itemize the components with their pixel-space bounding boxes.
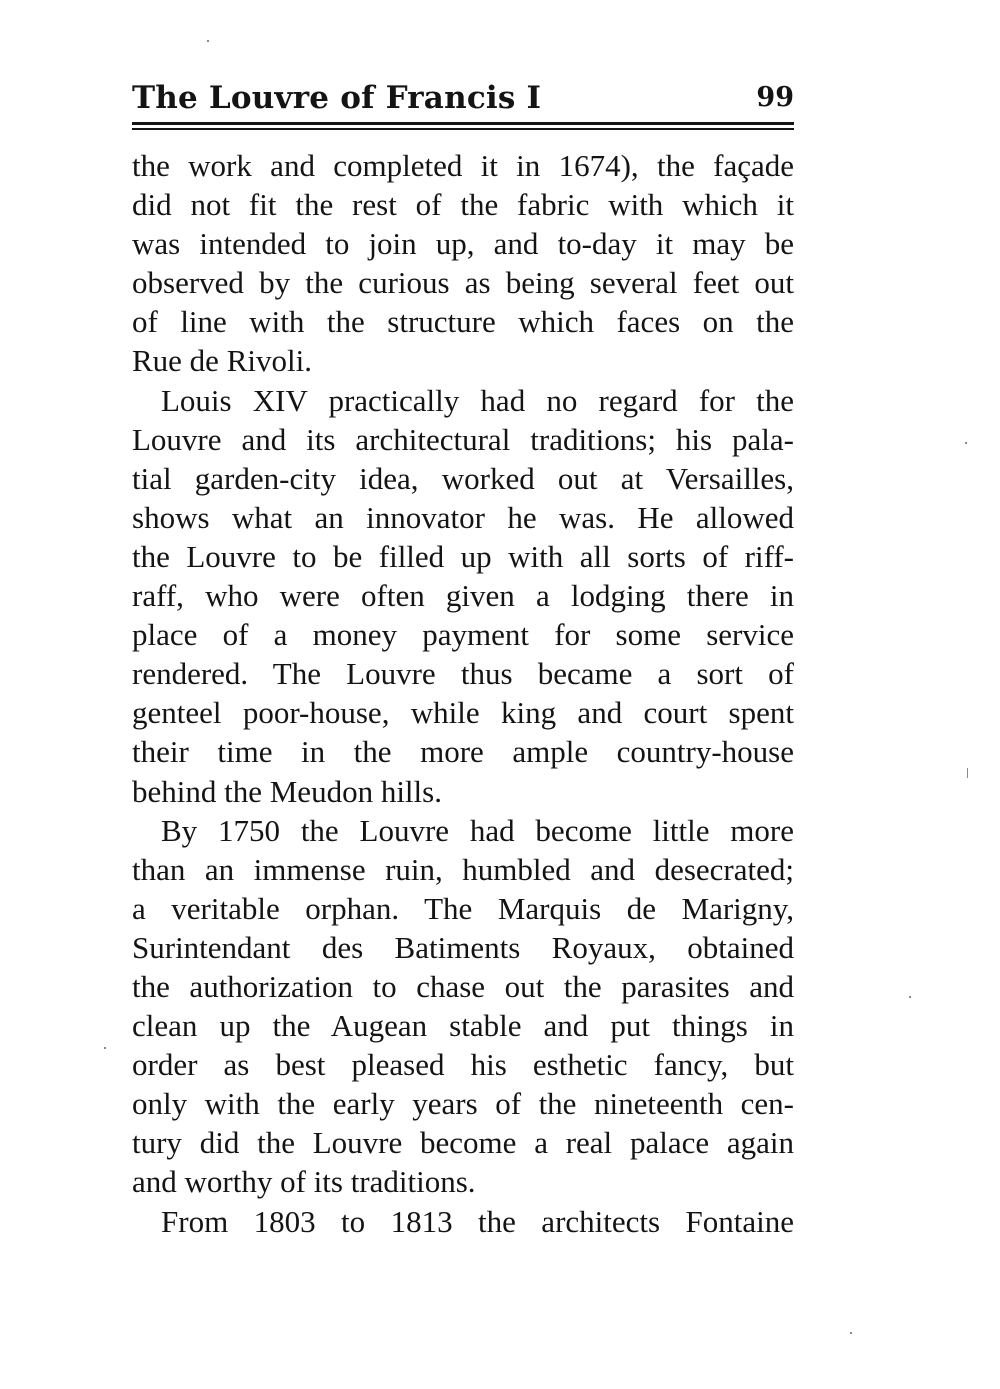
text-line: was intended to join up, and to-day it may be [132,226,794,262]
scan-speck [967,768,968,778]
text-line: a veritable orphan. The Marquis de Marigny, [132,890,794,926]
header-rule-thick [132,122,794,125]
body-text [132,146,794,1241]
text-line: observed by the curious as being several feet out [132,265,794,301]
text-line: rendered. The Louvre thus became a sort of [132,656,794,692]
scan-speck [909,996,911,998]
text-line: From 1803 to 1813 the architects Fontaine [161,1203,794,1239]
text-line: only with the early years of the nineteenth cen- [132,1086,794,1122]
header-rule-thin [132,128,794,130]
text-line: shows what an innovator he was. He allowed [132,499,794,535]
text-line: Louis XIV practically had no regard for the [161,382,794,418]
text-line: the work and completed it in 1674), the façade [132,148,794,183]
scan-speck [850,1332,852,1334]
text-line: the Louvre to be filled up with all sorts of riff- [132,538,794,574]
text-line: By 1750 the Louvre had become little more [161,812,794,848]
text-line: tury did the Louvre become a real palace again [132,1125,794,1161]
text-line: place of a money payment for some service [132,617,794,653]
text-line: tial garden-city idea, worked out at Versailles, [132,460,794,496]
text-line: raff, who were often given a lodging there in [132,578,794,614]
text-line: than an immense ruin, humbled and desecrated; [132,851,794,887]
text-line: Rue de Rivoli. [132,343,312,379]
running-header [0,78,794,118]
text-line: Louvre and its architectural traditions; his pala- [132,421,794,457]
text-line: their time in the more ample country-house [132,734,794,770]
text-line: did not fit the rest of the fabric with which it [132,187,794,223]
text-line: and worthy of its traditions. [132,1164,476,1200]
scan-speck [207,40,209,42]
running-title: The Louvre of Francis I [132,80,542,116]
text-line: the authorization to chase out the parasites and [132,968,794,1004]
text-line: Surintendant des Batiments Royaux, obtained [132,929,794,965]
text-line: clean up the Augean stable and put things in [132,1008,794,1044]
text-line: of line with the structure which faces on the [132,304,794,340]
text-line: behind the Meudon hills. [132,773,442,809]
scan-speck [965,442,967,444]
page-number: 99 [756,82,794,113]
text-line: order as best pleased his esthetic fancy, but [132,1047,794,1083]
scan-speck [104,1047,106,1049]
text-line: genteel poor-house, while king and court spent [132,695,794,731]
